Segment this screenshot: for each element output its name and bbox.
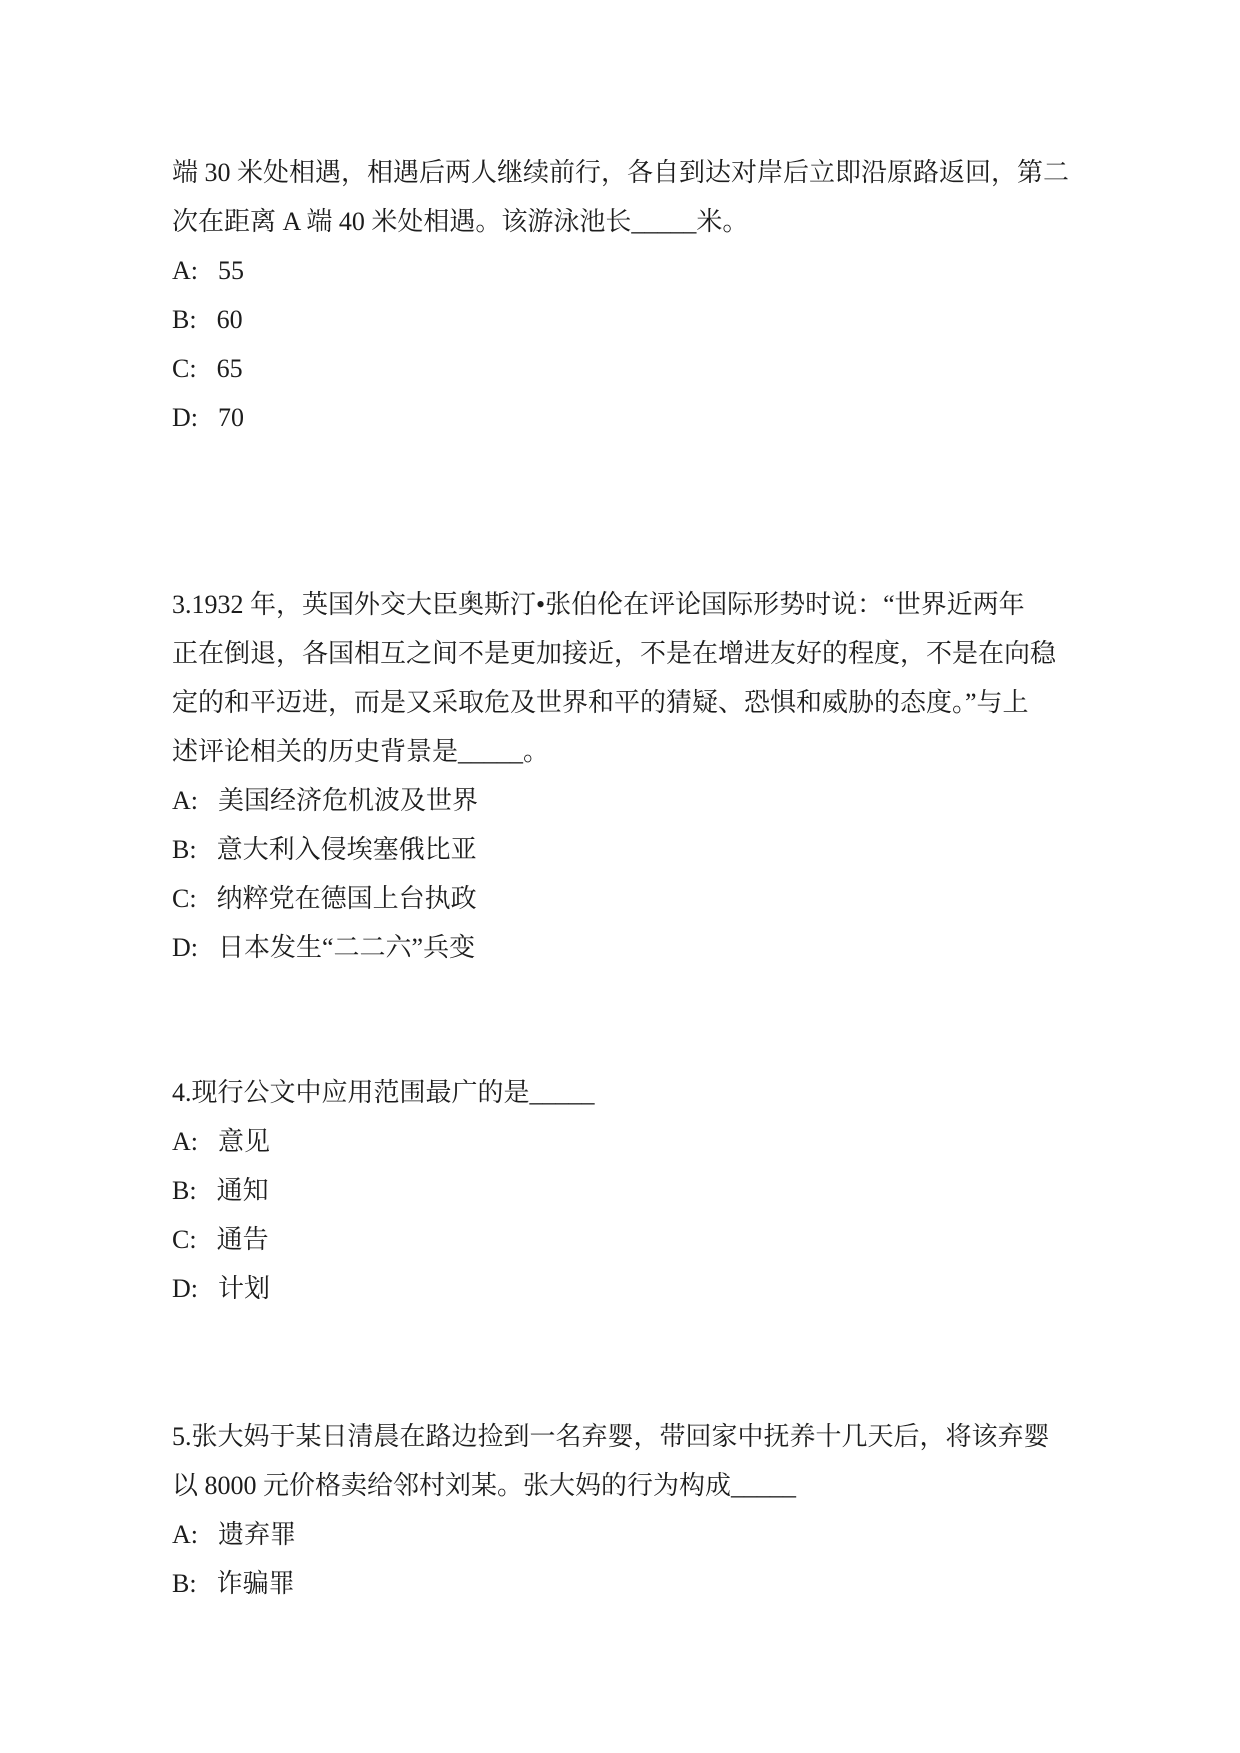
stem-line: 5.张大妈于某日清晨在路边捡到一名弃婴，带回家中抚养十几天后，将该弃婴 xyxy=(172,1422,1050,1451)
option-text: 美国经济危机波及世界 xyxy=(218,786,479,815)
option-text: 遗弃罪 xyxy=(218,1520,297,1549)
option-label: D: xyxy=(172,933,198,962)
option-label: A: xyxy=(172,256,198,285)
option-text: 55 xyxy=(218,256,244,285)
option-row xyxy=(172,1166,1180,1215)
option-label: A: xyxy=(172,1127,198,1156)
stem-line: 端 30 米处相遇，相遇后两人继续前行，各自到达对岸后立即沿原路返回，第二 xyxy=(172,158,1070,187)
question-block-3 xyxy=(172,580,1180,972)
option-text: 日本发生“二二六”兵变 xyxy=(218,933,476,962)
option-label: D: xyxy=(172,403,198,432)
option-label: B: xyxy=(172,305,197,334)
option-row xyxy=(172,1510,1180,1559)
option-row xyxy=(172,825,1180,874)
stem-line: 述评论相关的历史背景是_____。 xyxy=(172,737,550,766)
stem-line: 以 8000 元价格卖给邻村刘某。张大妈的行为构成_____ xyxy=(172,1471,797,1500)
option-row xyxy=(172,246,1180,295)
option-text: 60 xyxy=(216,305,243,334)
stem-line: 定的和平迈进，而是又采取危及世界和平的猜疑、恐惧和威胁的态度。”与上 xyxy=(172,688,1029,717)
stem-line: 3.1932 年，英国外交大臣奥斯汀•张伯伦在评论国际形势时说：“世界近两年 xyxy=(172,590,1025,619)
question-block-2-continuation xyxy=(172,148,1180,442)
option-row xyxy=(172,1215,1180,1264)
option-label: C: xyxy=(172,1225,197,1254)
option-text: 诈骗罪 xyxy=(216,1569,295,1598)
option-label: B: xyxy=(172,835,197,864)
option-text: 纳粹党在德国上台执政 xyxy=(216,884,477,913)
option-text: 65 xyxy=(216,354,243,383)
option-row xyxy=(172,776,1180,825)
option-text: 意大利入侵埃塞俄比亚 xyxy=(216,835,477,864)
option-text: 意见 xyxy=(218,1127,271,1156)
option-text: 70 xyxy=(218,403,244,432)
option-text: 通告 xyxy=(216,1225,269,1254)
option-label: A: xyxy=(172,1520,198,1549)
option-row xyxy=(172,1559,1180,1608)
option-row xyxy=(172,344,1180,393)
option-label: C: xyxy=(172,884,197,913)
option-label: D: xyxy=(172,1274,198,1303)
option-row xyxy=(172,1264,1180,1313)
option-text: 计划 xyxy=(218,1274,271,1303)
option-text: 通知 xyxy=(216,1176,269,1205)
option-row xyxy=(172,874,1180,923)
option-row xyxy=(172,393,1180,442)
question-block-4 xyxy=(172,1068,1180,1313)
option-label: B: xyxy=(172,1176,197,1205)
option-label: C: xyxy=(172,354,197,383)
question-block-5 xyxy=(172,1412,1180,1608)
option-label: B: xyxy=(172,1569,197,1598)
option-row xyxy=(172,923,1180,972)
stem-line: 4.现行公文中应用范围最广的是_____ xyxy=(172,1078,595,1107)
option-label: A: xyxy=(172,786,198,815)
stem-line: 正在倒退，各国相互之间不是更加接近，不是在增进友好的程度，不是在向稳 xyxy=(172,639,1057,668)
option-row xyxy=(172,1117,1180,1166)
option-row xyxy=(172,295,1180,344)
stem-line: 次在距离 A 端 40 米处相遇。该游泳池长_____米。 xyxy=(172,207,749,236)
